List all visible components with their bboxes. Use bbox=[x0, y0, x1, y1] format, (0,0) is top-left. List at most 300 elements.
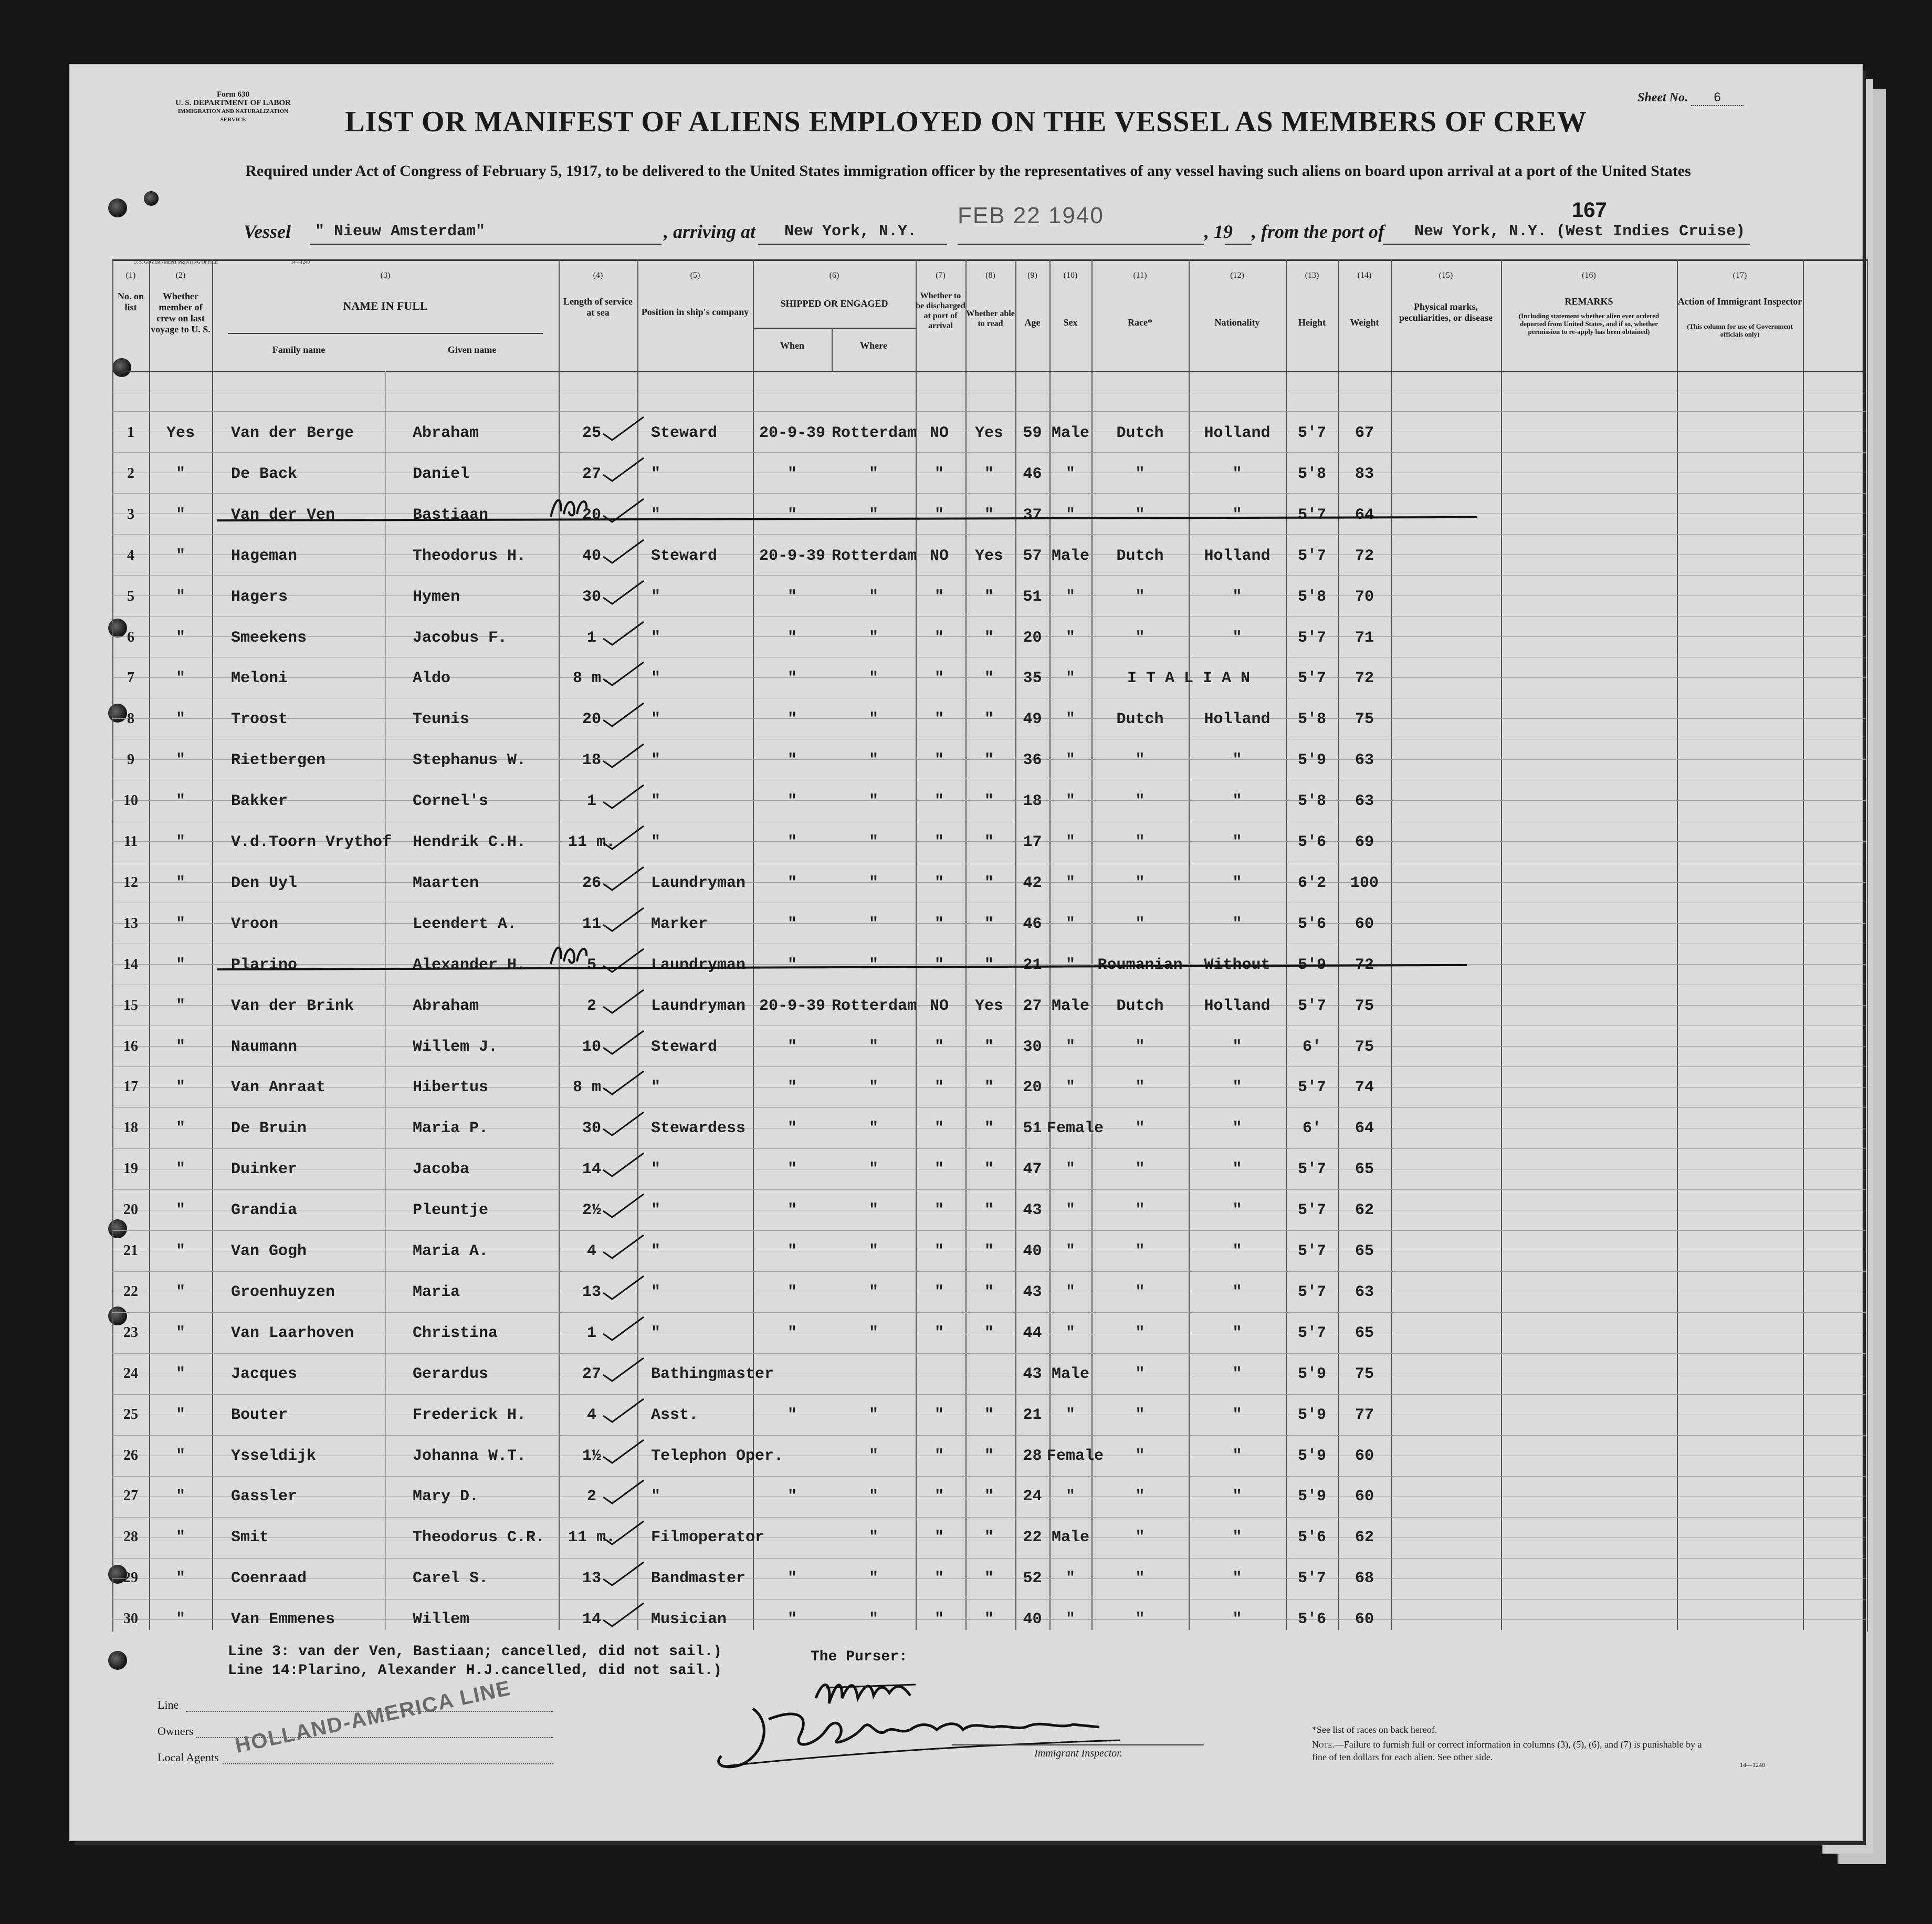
cell-family: De Back bbox=[231, 465, 298, 483]
cell-length: 40 bbox=[582, 547, 601, 565]
cell-read: " bbox=[984, 1201, 994, 1220]
cell-height: 5'9 bbox=[1297, 1447, 1326, 1465]
cell-nat: " bbox=[1232, 1570, 1242, 1588]
grid-line bbox=[112, 1230, 1866, 1231]
colnum-14: (14) bbox=[1357, 271, 1372, 280]
cell-when: " bbox=[787, 915, 797, 933]
cell-when: " bbox=[787, 629, 797, 647]
cell-length: 27 bbox=[582, 465, 601, 483]
cell-given: Mary D. bbox=[413, 1488, 479, 1506]
cell-where: " bbox=[868, 506, 878, 524]
cell-height: 5'7 bbox=[1297, 547, 1326, 565]
cell-disch: " bbox=[934, 670, 944, 688]
colnum-2: (2) bbox=[175, 271, 186, 280]
cell-given: Stephanus W. bbox=[413, 751, 527, 770]
cell-disch: " bbox=[934, 915, 944, 933]
cell-nat: " bbox=[1232, 833, 1242, 851]
purser-label: The Purser: bbox=[811, 1649, 908, 1665]
cell-no: 20 bbox=[123, 1201, 138, 1218]
colnum-10: (10) bbox=[1063, 271, 1078, 280]
grid-line bbox=[112, 1189, 1866, 1190]
cell-age: 43 bbox=[1023, 1283, 1042, 1301]
cell-nat: " bbox=[1232, 874, 1242, 892]
cell-nat: " bbox=[1232, 1324, 1242, 1342]
cell-no: 2 bbox=[127, 465, 134, 482]
cell-height: 5'8 bbox=[1297, 465, 1326, 483]
cell-race: " bbox=[1135, 874, 1145, 892]
cell-length: 4 bbox=[586, 1242, 596, 1260]
cell-race: " bbox=[1135, 1324, 1145, 1342]
cell-given: Aldo bbox=[413, 670, 451, 688]
cell-member: " bbox=[175, 1406, 185, 1424]
cell-member: " bbox=[175, 1324, 185, 1342]
cell-height: 5'7 bbox=[1297, 1079, 1326, 1097]
cell-member: " bbox=[175, 1529, 185, 1547]
cell-disch: NO bbox=[929, 547, 949, 565]
cell-read: " bbox=[984, 1324, 994, 1342]
cell-age: 43 bbox=[1023, 1365, 1042, 1383]
cell-age: 20 bbox=[1023, 629, 1042, 647]
cell-race: " bbox=[1135, 1365, 1145, 1383]
cell-length: 14 bbox=[582, 1611, 601, 1629]
cell-weight: 60 bbox=[1354, 915, 1374, 933]
cell-weight: 60 bbox=[1354, 1611, 1374, 1629]
cell-disch: " bbox=[934, 1324, 944, 1342]
cell-nat: " bbox=[1232, 1447, 1242, 1465]
cell-family: Troost bbox=[231, 710, 288, 729]
cell-age: 46 bbox=[1023, 465, 1042, 483]
cell-disch: " bbox=[934, 1242, 944, 1260]
cell-where: " bbox=[868, 1120, 878, 1138]
check-mark-icon bbox=[601, 1027, 648, 1058]
cell-no: 26 bbox=[123, 1447, 138, 1463]
cell-read: " bbox=[984, 1488, 994, 1506]
cell-read: " bbox=[984, 670, 994, 688]
cell-no: 6 bbox=[127, 629, 134, 645]
cell-nat: " bbox=[1232, 1529, 1242, 1547]
cell-read: " bbox=[984, 506, 994, 524]
cell-no: 28 bbox=[123, 1529, 138, 1545]
cell-member: " bbox=[175, 792, 185, 811]
cell-no: 23 bbox=[123, 1324, 138, 1341]
cell-sex: " bbox=[1065, 792, 1075, 811]
cell-no: 1 bbox=[127, 424, 134, 441]
cell-where: " bbox=[868, 1160, 878, 1179]
check-mark-icon bbox=[601, 945, 648, 976]
cell-where: " bbox=[868, 1488, 878, 1506]
check-mark-icon bbox=[601, 1272, 648, 1303]
cell-read: " bbox=[984, 1079, 994, 1097]
cell-nat: " bbox=[1232, 465, 1242, 483]
cell-race: Dutch bbox=[1116, 424, 1164, 442]
cell-where: " bbox=[868, 915, 878, 933]
cell-race: " bbox=[1135, 1283, 1145, 1301]
cell-race: Dutch bbox=[1116, 547, 1164, 565]
cell-when: " bbox=[787, 956, 797, 974]
cell-where: " bbox=[868, 1447, 878, 1465]
check-mark-icon bbox=[601, 1395, 648, 1426]
cell-weight: 74 bbox=[1354, 1079, 1374, 1097]
cell-weight: 77 bbox=[1354, 1406, 1374, 1424]
colnum-3: (3) bbox=[380, 271, 391, 280]
cell-read: " bbox=[984, 792, 994, 811]
cell-family: Duinker bbox=[231, 1160, 298, 1179]
cell-where: " bbox=[868, 792, 878, 811]
cell-where: Rotterdam bbox=[832, 997, 917, 1015]
check-mark-icon bbox=[601, 1558, 648, 1590]
grid-line bbox=[112, 1394, 1866, 1395]
cell-disch: " bbox=[934, 833, 944, 851]
cell-race: " bbox=[1135, 506, 1145, 524]
footer-line-label: Line bbox=[158, 1698, 179, 1711]
cell-disch: " bbox=[934, 1611, 944, 1629]
cell-family: Ysseldijk bbox=[231, 1447, 317, 1465]
cell-age: 36 bbox=[1023, 751, 1042, 770]
cell-position: Steward bbox=[651, 424, 718, 442]
cell-disch: NO bbox=[929, 997, 949, 1015]
cell-disch: " bbox=[934, 710, 944, 729]
page-number: 167 bbox=[1572, 198, 1607, 222]
colnum-4: (4) bbox=[593, 271, 603, 280]
header-family-name: Family name bbox=[272, 344, 326, 355]
cell-member: " bbox=[175, 997, 185, 1015]
grid-line bbox=[112, 493, 1866, 494]
cell-age: 42 bbox=[1023, 874, 1042, 892]
cell-when: " bbox=[787, 1488, 797, 1506]
cell-when: " bbox=[787, 1160, 797, 1179]
cell-weight: 65 bbox=[1354, 1160, 1374, 1179]
cell-given: Abraham bbox=[413, 424, 479, 442]
grid-line bbox=[112, 1312, 1866, 1313]
header-discharged: Whether to be discharged at port of arrival bbox=[916, 291, 965, 330]
cell-height: 6' bbox=[1302, 1038, 1321, 1056]
cell-read: " bbox=[984, 751, 994, 770]
cell-where: " bbox=[868, 588, 878, 606]
cell-where: " bbox=[868, 710, 878, 729]
cell-height: 5'7 bbox=[1297, 424, 1326, 442]
colnum-15: (15) bbox=[1438, 271, 1453, 280]
cell-where: " bbox=[868, 1283, 878, 1301]
cell-disch: " bbox=[934, 751, 944, 770]
cell-race: " bbox=[1135, 1120, 1145, 1138]
colnum-17: (17) bbox=[1732, 271, 1747, 280]
cell-height: 5'7 bbox=[1297, 670, 1326, 688]
cell-height: 5'7 bbox=[1297, 1324, 1326, 1342]
cell-sex: Female bbox=[1047, 1120, 1104, 1138]
cell-member: " bbox=[175, 1283, 185, 1301]
cell-read: Yes bbox=[974, 547, 1003, 565]
cell-nat: " bbox=[1232, 1079, 1242, 1097]
header-name-in-full: NAME IN FULL bbox=[343, 299, 428, 312]
colnum-13: (13) bbox=[1305, 271, 1319, 280]
cell-family: V.d.Toorn Vrythof bbox=[231, 833, 392, 851]
grid-line bbox=[112, 1558, 1866, 1559]
cell-family: Groenhuyzen bbox=[231, 1283, 335, 1301]
cell-height: 5'9 bbox=[1297, 956, 1326, 974]
cell-member: " bbox=[175, 751, 185, 770]
check-mark-icon bbox=[601, 1599, 648, 1630]
cell-nat: " bbox=[1232, 629, 1242, 647]
cell-given: Teunis bbox=[413, 710, 470, 729]
cell-given: Alexander H. bbox=[413, 956, 527, 974]
cell-read: " bbox=[984, 1611, 994, 1629]
cell-given: Hibertus bbox=[413, 1079, 489, 1097]
cell-given: Jacoba bbox=[413, 1160, 470, 1179]
binder-hole bbox=[108, 198, 127, 217]
cell-when: " bbox=[787, 751, 797, 770]
cell-race: " bbox=[1135, 1406, 1145, 1424]
cell-sex: " bbox=[1065, 874, 1075, 892]
cell-when: 20-9-39 bbox=[759, 997, 826, 1015]
cell-race: " bbox=[1135, 833, 1145, 851]
cell-race: " bbox=[1135, 915, 1145, 933]
cell-given: Maria bbox=[413, 1283, 460, 1301]
cell-family: Grandia bbox=[231, 1201, 298, 1220]
cell-given: Leendert A. bbox=[413, 915, 517, 933]
cell-position: Laundryman bbox=[651, 874, 746, 892]
check-mark-icon bbox=[601, 1436, 648, 1467]
cell-age: 21 bbox=[1023, 1406, 1042, 1424]
cell-race: " bbox=[1135, 1201, 1145, 1220]
cell-where: " bbox=[868, 629, 878, 647]
cell-sex: " bbox=[1065, 915, 1075, 933]
cell-weight: 67 bbox=[1354, 424, 1374, 442]
cell-when: " bbox=[787, 670, 797, 688]
check-mark-icon bbox=[601, 1476, 648, 1508]
cell-length: 14 bbox=[582, 1160, 601, 1179]
cell-race: " bbox=[1135, 1570, 1145, 1588]
cell-family: Van der Berge bbox=[231, 424, 354, 442]
grid-line bbox=[112, 1271, 1866, 1272]
cell-disch: " bbox=[934, 465, 944, 483]
grid-line bbox=[112, 1148, 1866, 1149]
cell-position: Bathingmaster bbox=[651, 1365, 774, 1383]
sheet-value: 6 bbox=[1691, 90, 1744, 106]
cell-disch: " bbox=[934, 1038, 944, 1056]
cell-race: " bbox=[1135, 792, 1145, 811]
cell-race: " bbox=[1135, 1160, 1145, 1179]
cell-no: 9 bbox=[127, 751, 134, 768]
cancel-note-line-14: Line 14:Plarino, Alexander H.J.cancelled, did not sail.) bbox=[228, 1662, 722, 1679]
cell-nat: " bbox=[1232, 751, 1242, 770]
cell-member: " bbox=[175, 1079, 185, 1097]
cell-sex: Male bbox=[1051, 424, 1089, 442]
column-divider bbox=[1677, 259, 1678, 1630]
cell-nat: " bbox=[1232, 1120, 1242, 1138]
cell-no: 25 bbox=[123, 1406, 138, 1423]
cell-when: " bbox=[787, 1324, 797, 1342]
cell-race: " bbox=[1135, 1079, 1145, 1097]
cell-disch: " bbox=[934, 506, 944, 524]
inspector-signature bbox=[690, 1698, 1215, 1777]
grid-line bbox=[112, 534, 1866, 535]
check-mark-icon bbox=[601, 986, 648, 1017]
grid-line bbox=[112, 1517, 1866, 1518]
cell-disch: " bbox=[934, 956, 944, 974]
cell-disch: " bbox=[934, 1570, 944, 1588]
cell-member: " bbox=[175, 1120, 185, 1138]
race-note: *See list of races on back hereof. bbox=[1312, 1724, 1437, 1735]
cell-position: " bbox=[651, 629, 661, 647]
cell-where: " bbox=[868, 1406, 878, 1424]
cell-member: " bbox=[175, 465, 185, 483]
cell-sex: Male bbox=[1051, 547, 1089, 565]
cell-race: " bbox=[1135, 1447, 1145, 1465]
cell-sex: " bbox=[1065, 751, 1075, 770]
cell-race: I T A L I A N bbox=[1127, 670, 1251, 688]
cell-sex: " bbox=[1065, 588, 1075, 606]
header-where: Where bbox=[860, 340, 887, 351]
header-action-sub: (This column for use of Government officials only) bbox=[1687, 322, 1793, 338]
cell-where: " bbox=[868, 1529, 878, 1547]
check-mark-icon bbox=[601, 454, 648, 485]
cell-height: 5'6 bbox=[1297, 833, 1326, 851]
cell-no: 29 bbox=[123, 1570, 138, 1586]
cell-weight: 62 bbox=[1354, 1201, 1374, 1220]
cell-family: Van der Brink bbox=[231, 997, 354, 1015]
cell-age: 20 bbox=[1023, 1079, 1042, 1097]
cell-sex: " bbox=[1065, 1201, 1075, 1220]
cell-no: 17 bbox=[123, 1079, 138, 1095]
cell-age: 24 bbox=[1023, 1488, 1042, 1506]
cell-race: Dutch bbox=[1116, 710, 1164, 729]
check-mark-icon bbox=[601, 413, 648, 444]
cell-where: " bbox=[868, 751, 878, 770]
header-remarks-sub: (Including statement whether alien ever ordered deported from United States, and if so, whether permission to re-apply has been obtained) bbox=[1518, 312, 1660, 336]
grid-line bbox=[112, 1066, 1866, 1067]
cell-given: Cornel's bbox=[413, 792, 489, 811]
check-mark-icon bbox=[601, 536, 648, 567]
cell-weight: 71 bbox=[1354, 629, 1374, 647]
cell-disch: " bbox=[934, 588, 944, 606]
cell-when: 20-9-39 bbox=[759, 547, 826, 565]
penalty-note bbox=[1312, 1738, 1711, 1763]
check-mark-icon bbox=[601, 904, 648, 935]
header-given-name: Given name bbox=[447, 344, 497, 355]
cell-given: Willem bbox=[413, 1611, 470, 1629]
cell-read: " bbox=[984, 1120, 994, 1138]
colnum-8: (8) bbox=[985, 271, 995, 280]
cell-read: " bbox=[984, 833, 994, 851]
cell-race: Roumanian bbox=[1097, 956, 1183, 974]
cell-member: " bbox=[175, 915, 185, 933]
cell-sex: " bbox=[1065, 670, 1075, 688]
cell-when: " bbox=[787, 833, 797, 851]
cell-nat: " bbox=[1232, 1201, 1242, 1220]
header-member: Whether member of crew on last voyage to U. S. bbox=[151, 291, 211, 334]
cell-given: Theodorus H. bbox=[413, 547, 527, 565]
cell-sex: Male bbox=[1051, 1529, 1089, 1547]
cell-height: 6' bbox=[1302, 1120, 1321, 1138]
cell-when: " bbox=[787, 506, 797, 524]
cell-no: 22 bbox=[123, 1283, 138, 1300]
cell-member: " bbox=[175, 1611, 185, 1629]
cell-height: 5'8 bbox=[1297, 792, 1326, 811]
cell-height: 5'7 bbox=[1297, 506, 1326, 524]
cell-where: " bbox=[868, 1201, 878, 1220]
cell-age: 22 bbox=[1023, 1529, 1042, 1547]
cell-when: " bbox=[787, 1570, 797, 1588]
cell-member: " bbox=[175, 874, 185, 892]
cell-when: " bbox=[787, 792, 797, 811]
cell-position: " bbox=[651, 710, 661, 729]
cell-given: Hymen bbox=[413, 588, 460, 606]
company-stamp: HOLLAND-AMERICA LINE bbox=[233, 1676, 513, 1758]
cell-no: 15 bbox=[123, 997, 138, 1013]
from-port: New York, N.Y. (West Indies Cruise) bbox=[1414, 223, 1746, 240]
cell-weight: 70 bbox=[1354, 588, 1374, 606]
cell-nat: Holland bbox=[1204, 424, 1270, 442]
cell-disch: " bbox=[934, 1079, 944, 1097]
printing-office: U. S. GOVERNMENT PRINTING OFFICE bbox=[133, 259, 218, 265]
cell-length: 11 m. bbox=[568, 833, 615, 851]
cell-no: 13 bbox=[123, 915, 138, 932]
cell-race: " bbox=[1135, 1488, 1145, 1506]
header-age: Age bbox=[1024, 317, 1041, 328]
cell-disch: " bbox=[934, 629, 944, 647]
colnum-5: (5) bbox=[690, 271, 700, 280]
cell-length: 27 bbox=[582, 1365, 601, 1383]
cell-nat: " bbox=[1232, 1488, 1242, 1506]
cell-when: " bbox=[787, 1038, 797, 1056]
cell-read: Yes bbox=[974, 997, 1003, 1015]
cell-disch: NO bbox=[929, 424, 949, 442]
cell-nat: " bbox=[1232, 1160, 1242, 1179]
colnum-11: (11) bbox=[1133, 271, 1147, 280]
cell-where: " bbox=[868, 1079, 878, 1097]
cell-member: " bbox=[175, 1038, 185, 1056]
cell-length: 1 bbox=[586, 1324, 596, 1342]
cell-nat: " bbox=[1232, 792, 1242, 811]
header-sex: Sex bbox=[1063, 317, 1078, 328]
cell-length: 8 m. bbox=[572, 1079, 611, 1097]
cell-sex: Male bbox=[1051, 1365, 1089, 1383]
cell-member: " bbox=[175, 833, 185, 851]
check-mark-icon bbox=[601, 822, 648, 853]
check-mark-icon bbox=[601, 1108, 648, 1139]
cell-length: 13 bbox=[582, 1570, 601, 1588]
cell-where: " bbox=[868, 1324, 878, 1342]
cell-sex: " bbox=[1065, 833, 1075, 851]
cell-age: 30 bbox=[1023, 1038, 1042, 1056]
cell-when: " bbox=[787, 710, 797, 729]
cell-family: Rietbergen bbox=[231, 751, 326, 770]
cell-position: " bbox=[651, 751, 661, 770]
cell-member: " bbox=[175, 506, 185, 524]
cell-read: " bbox=[984, 956, 994, 974]
cell-length: 1 bbox=[586, 792, 596, 811]
cell-family: Hagers bbox=[231, 588, 288, 606]
column-divider bbox=[1501, 259, 1502, 1630]
cell-disch: " bbox=[934, 1283, 944, 1301]
cell-nat: " bbox=[1232, 1283, 1242, 1301]
cell-given: Christina bbox=[413, 1324, 498, 1342]
cell-nat: Holland bbox=[1204, 710, 1270, 729]
colnum-7: (7) bbox=[936, 271, 946, 280]
page-title: LIST OR MANIFEST OF ALIENS EMPLOYED ON THE VESSEL AS MEMBERS OF CREW bbox=[345, 106, 1587, 138]
cell-read: " bbox=[984, 1570, 994, 1588]
cell-member: " bbox=[175, 588, 185, 606]
cell-disch: " bbox=[934, 874, 944, 892]
cell-nat: " bbox=[1232, 1038, 1242, 1056]
initials-mark bbox=[545, 490, 593, 522]
cell-family: Smit bbox=[231, 1529, 269, 1547]
cell-weight: 83 bbox=[1354, 465, 1374, 483]
header-shipped: SHIPPED OR ENGAGED bbox=[780, 298, 888, 309]
cell-position: Laundryman bbox=[651, 956, 746, 974]
cell-read: " bbox=[984, 874, 994, 892]
cell-weight: 62 bbox=[1354, 1529, 1374, 1547]
